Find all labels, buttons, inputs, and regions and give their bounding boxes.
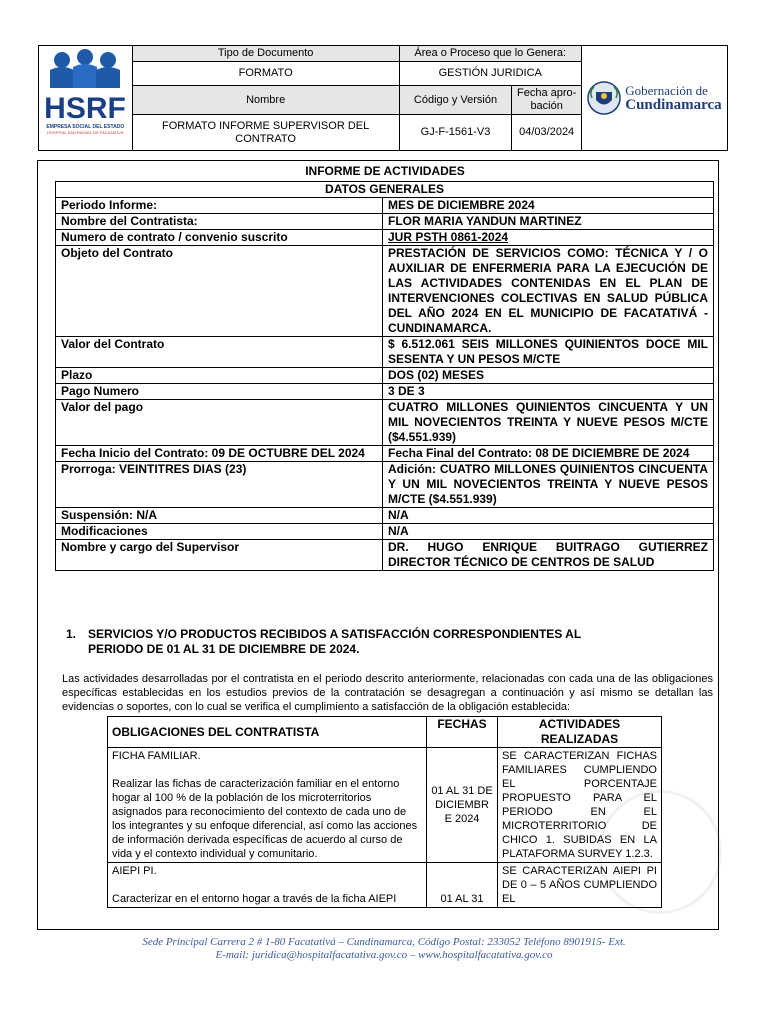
section-title-line1: SERVICIOS Y/O PRODUCTOS RECIBIDOS A SATISFACCIÓN CORRESPONDIENTES AL <box>88 627 582 641</box>
report-title: INFORME DE ACTIVIDADES <box>305 164 465 178</box>
gobernacion-line1: Gobernación de <box>625 83 708 98</box>
row-label: Prorroga: VEINTITRES DIAS (23) <box>56 462 383 508</box>
activity-cell: SE CARACTERIZAN AIEPI PI DE 0 – 5 AÑOS CUMPLIENDO EL <box>498 863 662 908</box>
hsrf-caption-1: EMPRESA SOCIAL DEL ESTADO <box>46 124 125 130</box>
column-header: OBLIGACIONES DEL CONTRATISTA <box>108 717 427 748</box>
gobernacion-line2: Cundinamarca <box>625 97 722 113</box>
row-value: 3 DE 3 <box>383 384 714 400</box>
name-label: Nombre <box>132 86 399 115</box>
section-1-heading <box>66 627 716 657</box>
document-header <box>38 45 728 151</box>
coat-of-arms-icon <box>587 81 621 115</box>
column-header: ACTIVIDADES REALIZADAS <box>498 717 662 748</box>
row-value: Adición: CUATRO MILLONES QUINIENTOS CINCUENTA Y UN MIL NOVECIENTOS TREINTA Y NUEVE PESOS M/CTE ($4.551.939) <box>383 462 714 508</box>
footer-address: Sede Principal Carrera 2 # 1-80 Facatativá – Cundinamarca, Código Postal: 233052 Teléfono 8901915- Ext. <box>142 936 626 948</box>
obligation-cell <box>108 748 427 863</box>
name-value: FORMATO INFORME SUPERVISOR DEL CONTRATO <box>132 115 399 151</box>
footer-contact: E-mail: juridica@hospitalfacatativa.gov.co – www.hospitalfacatativa.gov.co <box>215 949 553 961</box>
date-cell: 01 AL 31 DE DICIEMBR E 2024 <box>427 748 498 863</box>
code-value: GJ-F-1561-V3 <box>399 115 512 151</box>
section-number: 1. <box>66 627 77 641</box>
row-label: Periodo Informe: <box>56 198 383 214</box>
row-label: Suspensión: N/A <box>56 508 383 524</box>
table-row <box>108 748 662 863</box>
hsrf-logo-graphic-icon <box>42 48 128 120</box>
table-row <box>108 863 662 908</box>
obligation-title: FICHA FAMILIAR. <box>112 750 201 762</box>
row-label: Pago Numero <box>56 384 383 400</box>
code-label: Código y Versión <box>399 86 512 115</box>
row-value: PRESTACIÓN DE SERVICIOS COMO: TÉCNICA Y / O AUXILIAR DE ENFERMERIA PARA LA EJECUCIÓN DE LAS ACTIVIDADES CONTENIDAS EN EL PLAN DE INTERVENCIONES COLECTIVAS EN SALUD PÚBLICA DEL AÑO 2024 EN EL MUNICIPIO DE FACATATIVÁ - CUNDINAMARCA. <box>383 246 714 337</box>
contract-number-value: JUR PSTH 0861-2024 <box>383 230 714 246</box>
row-label: Plazo <box>56 368 383 384</box>
obligation-cell <box>108 863 427 908</box>
gobernacion-logo <box>585 81 724 115</box>
row-label: Numero de contrato / convenio suscrito <box>56 230 383 246</box>
gobernacion-logo-cell <box>581 46 727 151</box>
hsrf-logo-cell <box>39 46 133 151</box>
general-data-table <box>55 181 714 571</box>
approval-label: Fecha apro-bación <box>512 86 582 115</box>
column-header: FECHAS <box>427 717 498 748</box>
row-value: Fecha Final del Contrato: 08 DE DICIEMBRE DE 2024 <box>383 446 714 462</box>
doc-type-label: Tipo de Documento <box>132 46 399 62</box>
approval-value: 04/03/2024 <box>512 115 582 151</box>
row-label: Modificaciones <box>56 524 383 540</box>
section-title-line2: PERIODO DE 01 AL 31 DE DICIEMBRE DE 2024. <box>88 642 360 656</box>
row-value: DOS (02) MESES <box>383 368 714 384</box>
row-value: DR. HUGO ENRIQUE BUITRAGO GUTIERREZ DIRECTOR TÉCNICO DE CENTROS DE SALUD <box>383 540 714 571</box>
row-value: N/A <box>383 508 714 524</box>
svg-text:HSRF: HSRF <box>44 92 127 120</box>
intro-paragraph: Las actividades desarrolladas por el contratista en el periodo descrito anteriormente, relacionadas con cada una de las obligaciones específicas establecidas en los estudios previos de la contratación se desagregan a continuación y así mismo se detallan las evidencias o soportes, con lo cual se verifica el cumplimiento a satisfacción de la obligación establecida: <box>62 673 713 713</box>
hsrf-logo <box>42 48 128 148</box>
obligation-title: AIEPI PI. <box>112 865 157 877</box>
row-value: $ 6.512.061 SEIS MILLONES QUINIENTOS DOCE MIL SESENTA Y UN PESOS M/CTE <box>383 337 714 368</box>
row-value: MES DE DICIEMBRE 2024 <box>383 198 714 214</box>
row-label: Nombre del Contratista: <box>56 214 383 230</box>
hsrf-caption-2: HOSPITAL SAN RAFAEL DE FACATATIVÁ <box>47 130 124 135</box>
row-value: N/A <box>383 524 714 540</box>
obligations-table <box>107 716 662 908</box>
activity-cell: SE CARACTERIZAN FICHAS FAMILIARES CUMPLIENDO EL PORCENTAJE PROPUESTO PARA EL PERIODO EN EL MICROTERRITORIO DE CHICO 1. SUBIDAS EN LA PLATAFORMA SURVEY 1.2.3. <box>498 748 662 863</box>
page-footer <box>0 936 768 962</box>
row-label: Objeto del Contrato <box>56 246 383 337</box>
area-value: GESTIÓN JURIDICA <box>399 62 581 86</box>
row-value: FLOR MARIA YANDUN MARTINEZ <box>383 214 714 230</box>
general-data-heading: DATOS GENERALES <box>56 182 714 198</box>
date-cell: 01 AL 31 <box>427 863 498 908</box>
row-value: CUATRO MILLONES QUINIENTOS CINCUENTA Y UN MIL NOVECIENTOS TREINTA Y NUEVE PESOS M/CTE ($4.551.939) <box>383 400 714 446</box>
area-label: Área o Proceso que lo Genera: <box>399 46 581 62</box>
row-label: Valor del pago <box>56 400 383 446</box>
obligation-text: Realizar las fichas de caracterización familiar en el entorno hogar al 100 % de la población de los microterritorios asignados para reconocimiento del contexto de cada uno de los integrantes y su enfoque diferencial, así como las acciones de información derivada específicas de acuerdo al curso de vida y el contexto individual y comunitario. <box>112 778 418 860</box>
row-label: Valor del Contrato <box>56 337 383 368</box>
row-label: Fecha Inicio del Contrato: 09 DE OCTUBRE DEL 2024 <box>56 446 383 462</box>
row-label: Nombre y cargo del Supervisor <box>56 540 383 571</box>
obligation-text: Caracterizar en el entorno hogar a través de la ficha AIEPI <box>112 893 397 905</box>
doc-type-value: FORMATO <box>132 62 399 86</box>
